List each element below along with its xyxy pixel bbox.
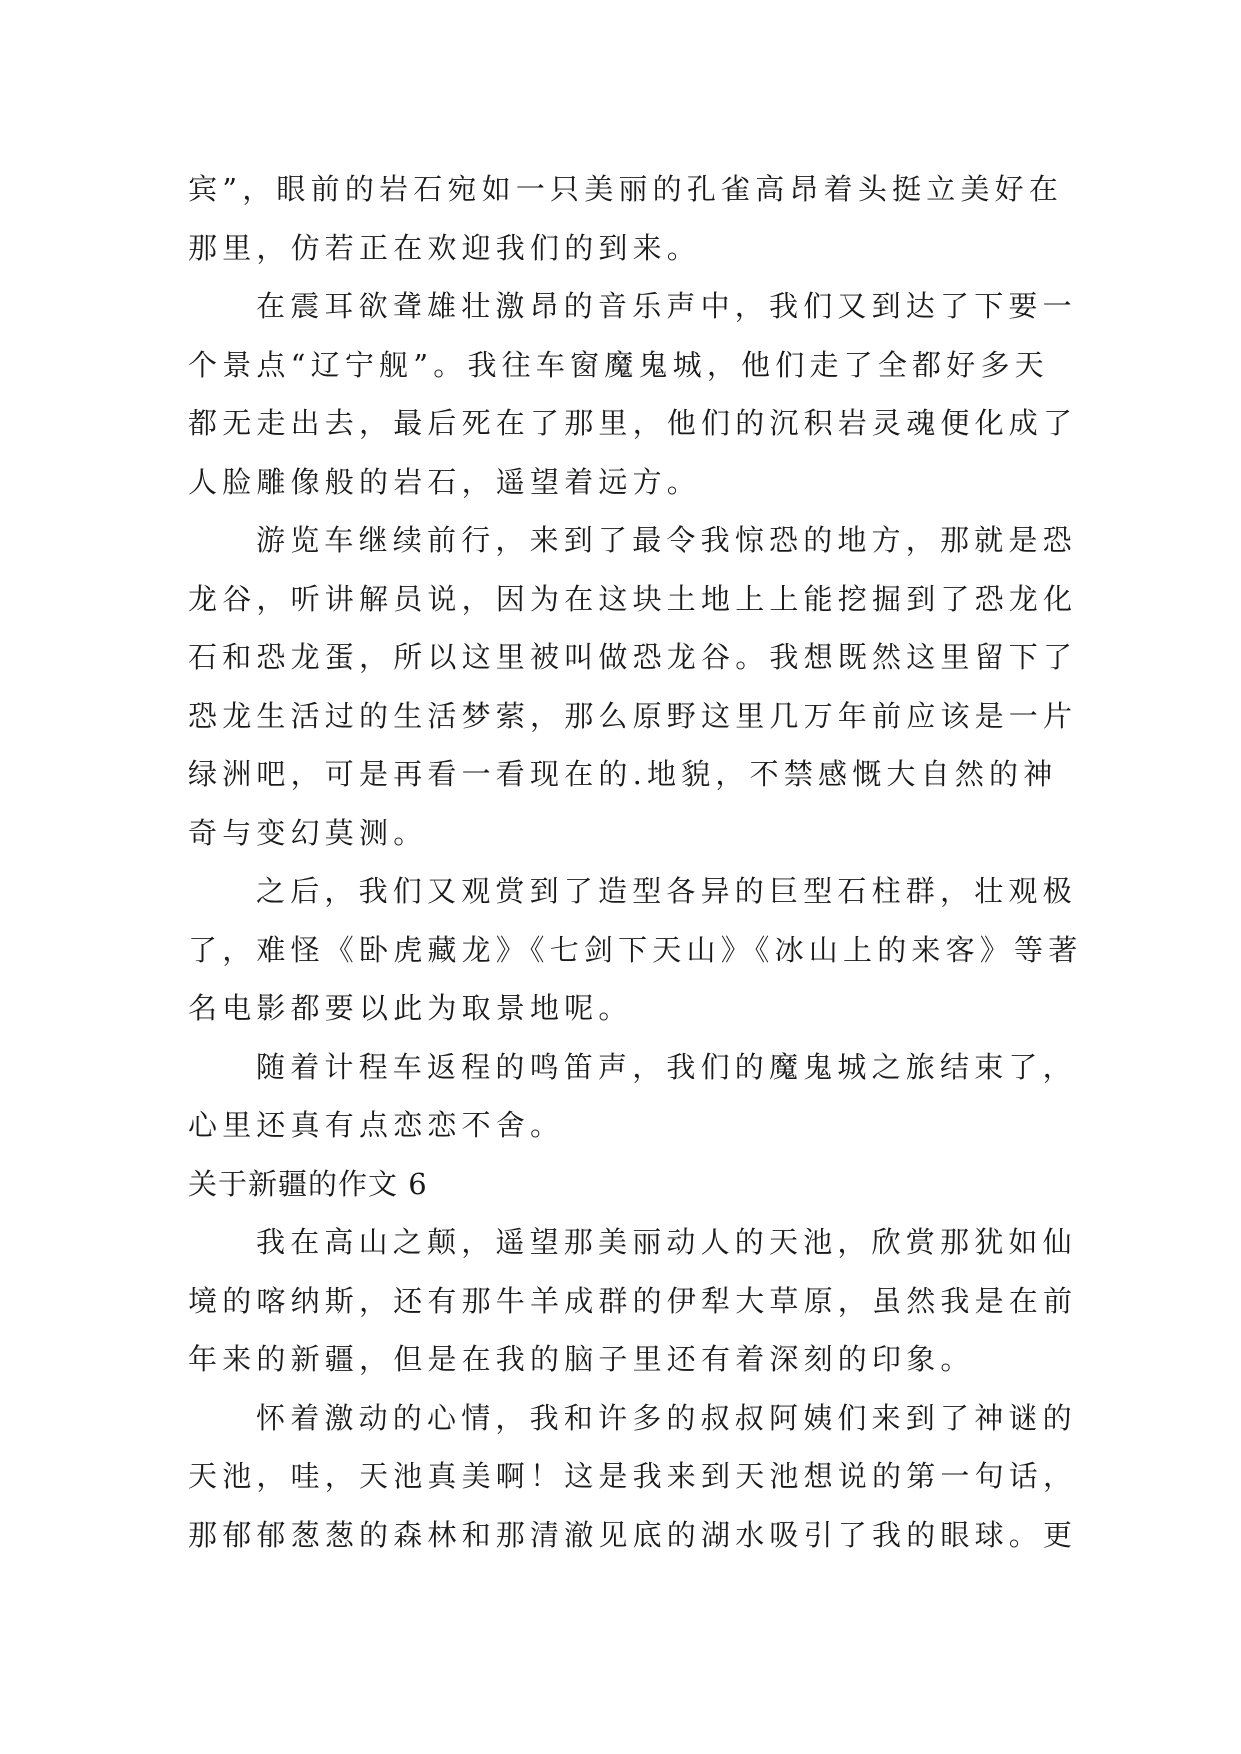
paragraph [188, 862, 1083, 1038]
paragraph-line: 了，难怪《卧虎藏龙》《七剑下天山》《冰山上的来客》等著 [188, 932, 1083, 967]
paragraph-line: 天池，哇，天池真美啊！这是我来到天池想说的第一句话， [188, 1459, 1078, 1493]
paragraph-line: 游览车继续前行，来到了最令我惊恐的地方，那就是恐 [256, 523, 1077, 557]
paragraph-line: 石和恐龙蛋，所以这里被叫做恐龙谷。我想既然这里留下了 [188, 640, 1078, 674]
document-body [188, 160, 1083, 1564]
paragraph-line: 宾”，眼前的岩石宛如一只美丽的孔雀高昂着头挺立美好在 [188, 172, 1064, 206]
paragraph-line: 境的喀纳斯，还有那牛羊成群的伊犁大草原，虽然我是在前 [188, 1283, 1078, 1318]
paragraph-line: 怀着激动的心情，我和许多的叔叔阿姨们来到了神谜的 [256, 1400, 1077, 1435]
section-heading [188, 1155, 1068, 1214]
paragraph-line: 龙谷，听讲解员说，因为在这块土地上上能挖掘到了恐龙化 [188, 581, 1078, 616]
paragraph-line: 恐龙生活过的生活梦萦，那么原野这里几万年前应该是一片 [188, 698, 1078, 733]
paragraph-line: 之后，我们又观赏到了造型各异的巨型石柱群，壮观极 [256, 874, 1077, 908]
paragraph-line: 那郁郁葱葱的森林和那清澈见底的湖水吸引了我的眼球。更 [188, 1517, 1078, 1552]
paragraph [188, 511, 1078, 862]
paragraph-line: 随着计程车返程的鸣笛声，我们的魔鬼城之旅结束了， [256, 1049, 1077, 1084]
paragraph-line: 年来的新疆，但是在我的脑子里还有着深刻的印象。 [188, 1342, 975, 1376]
paragraph-line: 绿洲吧，可是再看一看现在的.地貌，不禁感慨大自然的神 [188, 757, 1058, 791]
paragraph-line: 人脸雕像般的岩石，遥望着远方。 [188, 464, 702, 499]
paragraph-line: 都无走出去，最后死在了那里，他们的沉积岩灵魂便化成了 [188, 406, 1078, 440]
paragraph-line: 奇与变幻莫测。 [188, 815, 428, 850]
paragraph-line: 那里，仿若正在欢迎我们的到来。 [188, 230, 702, 265]
paragraph-line: 我在高山之颠，遥望那美丽动人的天池，欣赏那犹如仙 [256, 1225, 1077, 1259]
paragraph-line: 在震耳欲聋雄壮激昂的音乐声中，我们又到达了下要一 [256, 289, 1077, 323]
paragraph-line: 名电影都要以此为取景地呢。 [188, 991, 633, 1025]
paragraph-line: 心里还真有点恋恋不舍。 [188, 1108, 565, 1142]
paragraph [188, 277, 1078, 511]
paragraph-line: 个景点“辽宁舰”。我往车窗魔鬼城，他们走了全都好多天 [188, 347, 1049, 382]
paragraph [188, 1389, 1078, 1565]
paragraph [188, 160, 1068, 277]
heading-text: 关于新疆的作文 6 [188, 1166, 428, 1201]
paragraph [188, 1213, 1078, 1389]
paragraph [188, 1038, 1077, 1155]
